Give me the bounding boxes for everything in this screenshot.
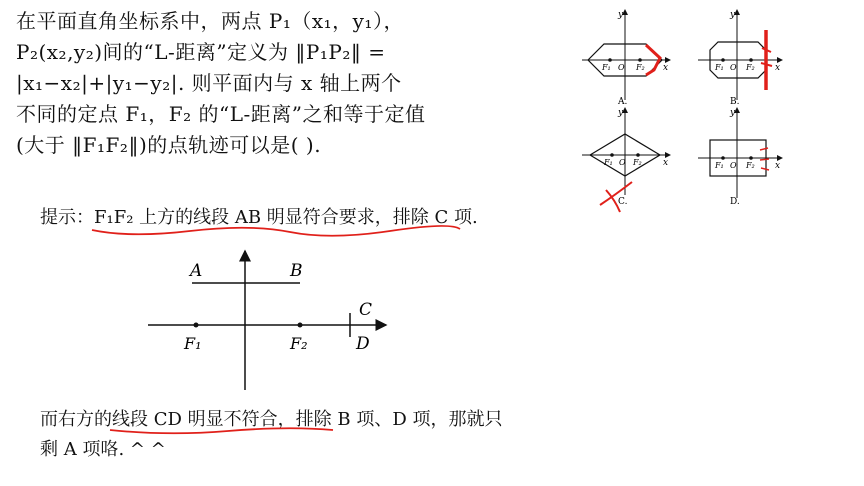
option-c-figure bbox=[582, 108, 670, 212]
hint-1-underline bbox=[90, 222, 470, 238]
label-f2: F₂ bbox=[290, 334, 308, 353]
segment-diagram bbox=[140, 245, 400, 395]
option-d-red-mark bbox=[760, 148, 769, 170]
option-b-origin: O bbox=[730, 63, 737, 72]
problem-line-2: P₂(x₂,y₂)间的“L-距离”定义为 ‖P₁P₂‖ = bbox=[16, 40, 386, 64]
option-a-axis-y: y bbox=[618, 10, 624, 20]
option-c-f1: F₁ bbox=[604, 158, 613, 167]
point-f1 bbox=[194, 323, 199, 328]
option-a-figure bbox=[582, 10, 670, 107]
label-a: A bbox=[190, 261, 203, 281]
option-c-axis-y: y bbox=[618, 108, 624, 118]
label-c: C bbox=[359, 300, 373, 320]
option-b-axis-y: y bbox=[730, 10, 736, 20]
option-d-f2: F₂ bbox=[746, 161, 755, 170]
option-a-origin: O bbox=[618, 63, 625, 72]
option-d-axis-y: y bbox=[730, 108, 736, 118]
problem-line-3: |x₁−x₂|+|y₁−y₂|. 则平面内与 x 轴上两个 bbox=[16, 71, 402, 95]
point-f2 bbox=[298, 323, 303, 328]
label-b: B bbox=[290, 261, 303, 281]
option-d-label: D. bbox=[730, 197, 740, 207]
hint-1-text: F₁F₂ 上方的线段 AB 明显符合要求，排除 C 项. bbox=[94, 207, 478, 228]
option-b-label: B. bbox=[730, 97, 740, 107]
option-d-origin: O bbox=[730, 161, 737, 170]
hint-2-line-2: 剩 A 项咯. ^ ^ bbox=[40, 439, 166, 460]
problem-statement bbox=[16, 6, 466, 161]
option-d-figure bbox=[698, 108, 782, 207]
option-d-f1: F₁ bbox=[715, 161, 724, 170]
problem-line-1: 在平面直角坐标系中，两点 P₁（x₁，y₁）， bbox=[16, 9, 404, 33]
option-a-label: A. bbox=[618, 97, 628, 107]
option-c-axis-x: x bbox=[663, 158, 669, 168]
hint-2-underline bbox=[108, 424, 338, 438]
option-a-f2: F₂ bbox=[636, 63, 645, 72]
label-f1: F₁ bbox=[184, 334, 202, 353]
problem-line-5: (大于 ‖F₁F₂‖)的点轨迹可以是( ). bbox=[16, 133, 322, 157]
hint-2-line-1: 而右方的线段 CD 明显不符合，排除 B 项、D 项，那就只 bbox=[40, 409, 503, 430]
label-d: D bbox=[356, 334, 370, 354]
option-figures bbox=[570, 0, 864, 215]
option-b-figure bbox=[698, 10, 782, 107]
problem-line-4: 不同的定点 F₁，F₂ 的“L-距离”之和等于定值 bbox=[16, 102, 426, 126]
option-c-origin: O bbox=[619, 158, 626, 167]
option-d-axis-x: x bbox=[775, 161, 781, 171]
option-a-f1: F₁ bbox=[602, 63, 611, 72]
option-b-f1: F₁ bbox=[715, 63, 724, 72]
option-a-axis-x: x bbox=[663, 63, 669, 73]
option-c-label: C. bbox=[618, 197, 628, 207]
option-b-axis-x: x bbox=[775, 63, 781, 73]
option-c-f2: F₂ bbox=[633, 158, 642, 167]
option-b-f2: F₂ bbox=[746, 63, 755, 72]
hint-1-prefix: 提示： bbox=[40, 207, 94, 228]
